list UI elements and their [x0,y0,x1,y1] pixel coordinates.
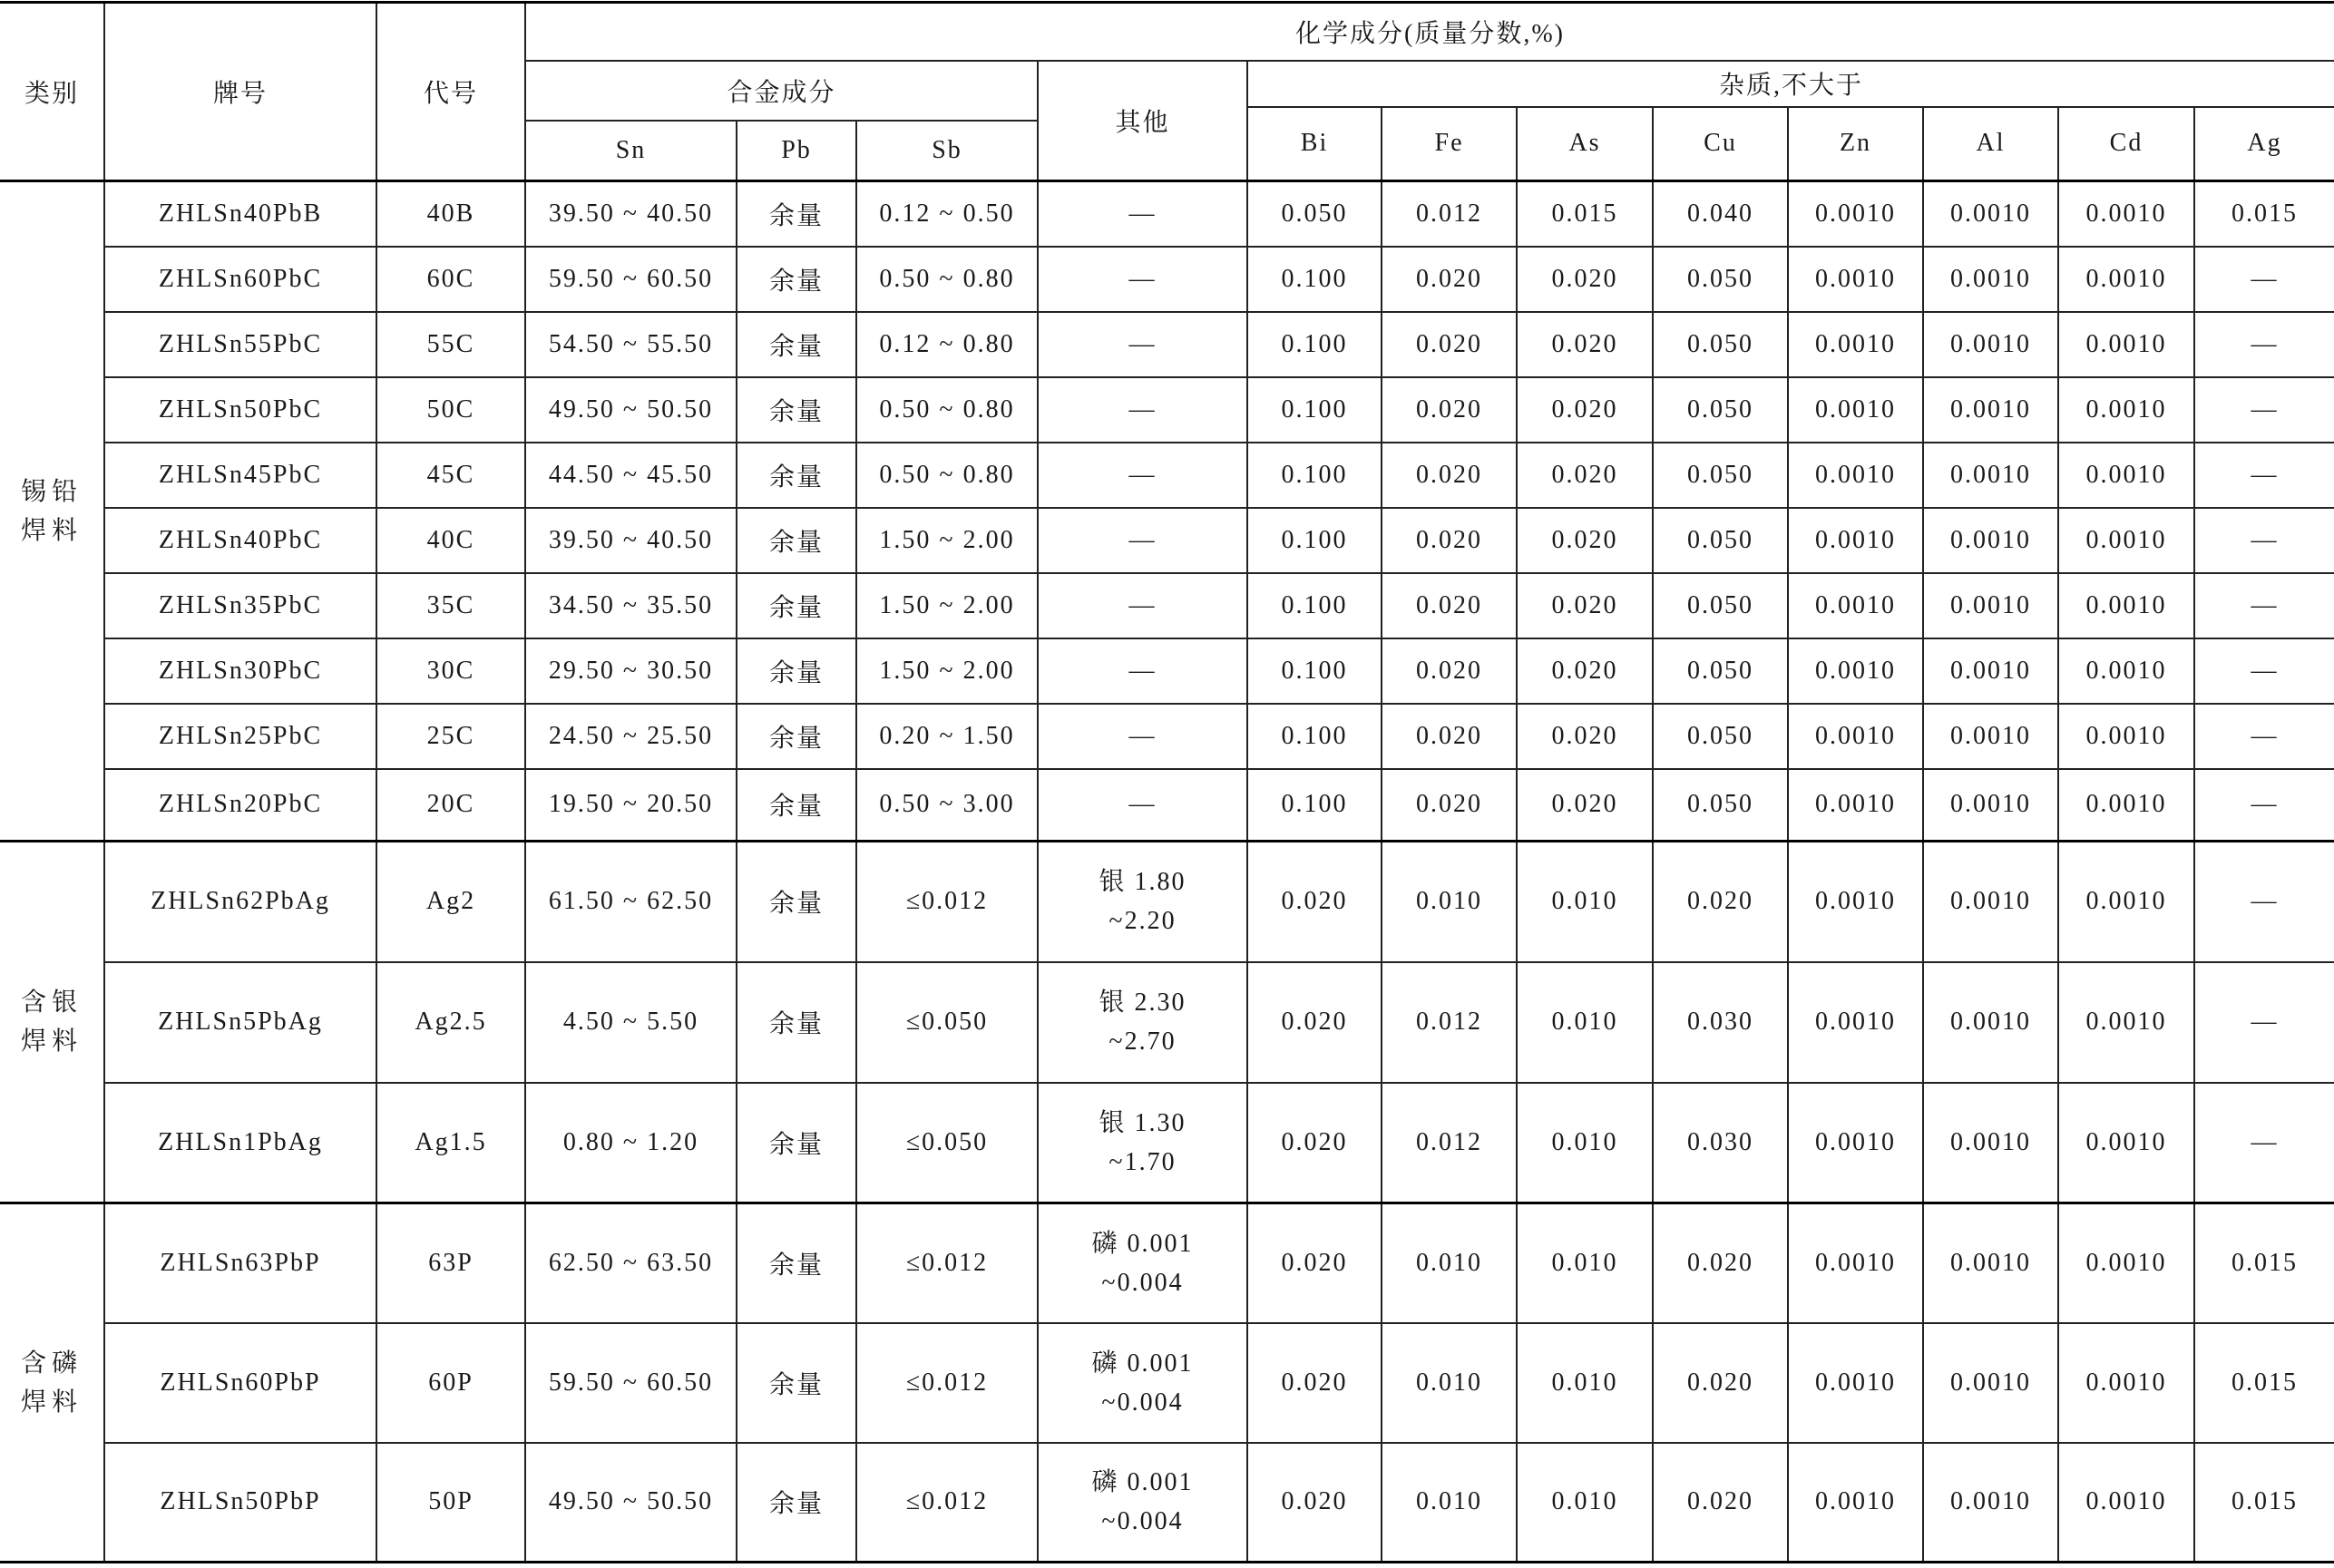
cell-ag: — [2194,508,2334,573]
cell-sn: 24.50 ~ 25.50 [525,704,737,769]
cell-ag: — [2194,312,2334,377]
header-row [0,3,2334,61]
cell-fe: 0.020 [1382,508,1517,573]
cell-pb: 余量 [737,1203,856,1323]
cell-bi: 0.100 [1247,704,1382,769]
cell-cd: 0.0010 [2058,573,2194,638]
cell-cu: 0.050 [1653,508,1788,573]
cell-al: 0.0010 [1923,573,2058,638]
cell-other: — [1038,247,1247,312]
cell-al: 0.0010 [1923,247,2058,312]
cell-code: 20C [376,769,525,842]
cell-fe: 0.020 [1382,247,1517,312]
cell-as: 0.010 [1517,842,1653,962]
table-row [0,1203,2334,1323]
cell-zn: 0.0010 [1788,962,1923,1083]
table-row [0,962,2334,1083]
cell-al: 0.0010 [1923,1203,2058,1323]
header-al: Al [1923,107,2058,181]
cell-sn: 29.50 ~ 30.50 [525,638,737,704]
cell-zn: 0.0010 [1788,1083,1923,1203]
cell-bi: 0.100 [1247,247,1382,312]
cell-al: 0.0010 [1923,181,2058,247]
table-row [0,638,2334,704]
cell-as: 0.010 [1517,1323,1653,1443]
cell-grade: ZHLSn50PbC [104,377,376,443]
cell-other-line: 银 2.30 [1099,989,1187,1017]
cell-cu: 0.030 [1653,1083,1788,1203]
cell-other-line: 磷 0.001 [1091,1468,1194,1497]
cell-fe: 0.010 [1382,1323,1517,1443]
cell-ag: 0.015 [2194,1203,2334,1323]
cell-fe: 0.020 [1382,573,1517,638]
cell-cu: 0.020 [1653,842,1788,962]
header-cd: Cd [2058,107,2194,181]
category-label: 焊料 [20,516,83,545]
cell-cu: 0.020 [1653,1323,1788,1443]
cell-ag: 0.015 [2194,1323,2334,1443]
header-chemical-composition: 化学成分(质量分数,%) [525,3,2334,61]
cell-sb: 1.50 ~ 2.00 [856,508,1038,573]
cell-sb: ≤0.050 [856,962,1038,1083]
cell-as: 0.020 [1517,508,1653,573]
category-label: 含磷 [20,1349,83,1378]
cell-cu: 0.050 [1653,443,1788,508]
cell-grade: ZHLSn5PbAg [104,962,376,1083]
cell-code: 60P [376,1323,525,1443]
cell-bi: 0.020 [1247,842,1382,962]
cell-al: 0.0010 [1923,377,2058,443]
cell-fe: 0.020 [1382,704,1517,769]
cell-as: 0.020 [1517,638,1653,704]
cell-ag: — [2194,573,2334,638]
cell-cu: 0.050 [1653,638,1788,704]
table-row [0,1443,2334,1563]
cell-code: 50P [376,1443,525,1563]
cell-code: 63P [376,1203,525,1323]
cell-al: 0.0010 [1923,962,2058,1083]
header-fe: Fe [1382,107,1517,181]
cell-other-line: ~0.004 [1101,1268,1184,1297]
cell-sn: 62.50 ~ 63.50 [525,1203,737,1323]
cell-sn: 39.50 ~ 40.50 [525,508,737,573]
table-header [0,3,2334,181]
cell-pb: 余量 [737,1323,856,1443]
header-grade: 牌号 [104,3,376,181]
cell-sn: 19.50 ~ 20.50 [525,769,737,842]
cell-as: 0.020 [1517,247,1653,312]
cell-pb: 余量 [737,508,856,573]
cell-zn: 0.0010 [1788,573,1923,638]
cell-other: — [1038,638,1247,704]
cell-zn: 0.0010 [1788,704,1923,769]
table-row [0,573,2334,638]
cell-other-line: ~1.70 [1108,1147,1177,1176]
cell-code: 30C [376,638,525,704]
cell-cd: 0.0010 [2058,704,2194,769]
cell-ag: 0.015 [2194,181,2334,247]
cell-grade: ZHLSn63PbP [104,1203,376,1323]
cell-cu: 0.030 [1653,962,1788,1083]
cell-sb: ≤0.012 [856,1323,1038,1443]
cell-bi: 0.100 [1247,638,1382,704]
cell-pb: 余量 [737,704,856,769]
cell-zn: 0.0010 [1788,312,1923,377]
cell-cd: 0.0010 [2058,1443,2194,1563]
cell-bi: 0.100 [1247,443,1382,508]
cell-grade: ZHLSn40PbB [104,181,376,247]
table-row [0,704,2334,769]
cell-zn: 0.0010 [1788,443,1923,508]
cell-as: 0.010 [1517,1443,1653,1563]
cell-cd: 0.0010 [2058,1083,2194,1203]
cell-fe: 0.020 [1382,377,1517,443]
cell-sn: 61.50 ~ 62.50 [525,842,737,962]
cell-other [1038,1443,1247,1563]
cell-ag: — [2194,704,2334,769]
cell-other-line: ~0.004 [1101,1507,1184,1536]
header-alloy-components: 合金成分 [525,61,1038,121]
category-label: 焊料 [20,1388,83,1417]
cell-fe: 0.010 [1382,1203,1517,1323]
header-zn: Zn [1788,107,1923,181]
cell-pb: 余量 [737,769,856,842]
cell-other: — [1038,573,1247,638]
cell-other-line: 磷 0.001 [1091,1349,1194,1378]
table-row [0,769,2334,842]
cell-pb: 余量 [737,1443,856,1563]
category-cell [0,1203,104,1563]
cell-bi: 0.020 [1247,1443,1382,1563]
cell-other: — [1038,704,1247,769]
cell-sn: 49.50 ~ 50.50 [525,377,737,443]
cell-ag: 0.015 [2194,1443,2334,1563]
cell-al: 0.0010 [1923,1323,2058,1443]
cell-pb: 余量 [737,181,856,247]
table-row [0,247,2334,312]
cell-other: — [1038,769,1247,842]
cell-pb: 余量 [737,312,856,377]
cell-other: — [1038,508,1247,573]
header-ag: Ag [2194,107,2334,181]
category-label: 锡铅 [20,477,83,506]
cell-grade: ZHLSn62PbAg [104,842,376,962]
cell-al: 0.0010 [1923,508,2058,573]
cell-pb: 余量 [737,638,856,704]
cell-other-line: ~2.20 [1108,907,1177,936]
cell-as: 0.010 [1517,1203,1653,1323]
cell-other-line: ~0.004 [1101,1388,1184,1417]
cell-bi: 0.020 [1247,1203,1382,1323]
cell-code: 50C [376,377,525,443]
cell-other [1038,842,1247,962]
cell-zn: 0.0010 [1788,1443,1923,1563]
cell-sn: 0.80 ~ 1.20 [525,1083,737,1203]
cell-ag: — [2194,247,2334,312]
cell-bi: 0.100 [1247,377,1382,443]
cell-sb: ≤0.012 [856,842,1038,962]
cell-code: 35C [376,573,525,638]
cell-grade: ZHLSn20PbC [104,769,376,842]
cell-other: — [1038,181,1247,247]
cell-grade: ZHLSn50PbP [104,1443,376,1563]
cell-cu: 0.050 [1653,573,1788,638]
cell-pb: 余量 [737,247,856,312]
cell-cu: 0.050 [1653,377,1788,443]
category-cell [0,842,104,1203]
cell-as: 0.020 [1517,769,1653,842]
table-row [0,842,2334,962]
cell-grade: ZHLSn30PbC [104,638,376,704]
cell-fe: 0.010 [1382,1443,1517,1563]
cell-grade: ZHLSn1PbAg [104,1083,376,1203]
category-label: 焊料 [20,1027,83,1056]
cell-sb: 1.50 ~ 2.00 [856,573,1038,638]
cell-zn: 0.0010 [1788,1323,1923,1443]
cell-fe: 0.020 [1382,443,1517,508]
header-pb: Pb [737,121,856,181]
cell-cd: 0.0010 [2058,1203,2194,1323]
cell-al: 0.0010 [1923,638,2058,704]
table-row [0,181,2334,247]
cell-pb: 余量 [737,573,856,638]
cell-code: Ag1.5 [376,1083,525,1203]
cell-cd: 0.0010 [2058,1323,2194,1443]
cell-code: Ag2 [376,842,525,962]
cell-al: 0.0010 [1923,443,2058,508]
cell-bi: 0.100 [1247,508,1382,573]
cell-fe: 0.012 [1382,1083,1517,1203]
cell-as: 0.010 [1517,1083,1653,1203]
cell-code: 45C [376,443,525,508]
cell-fe: 0.020 [1382,769,1517,842]
cell-as: 0.015 [1517,181,1653,247]
cell-cu: 0.050 [1653,247,1788,312]
cell-pb: 余量 [737,1083,856,1203]
table-row [0,377,2334,443]
table-row [0,312,2334,377]
cell-zn: 0.0010 [1788,247,1923,312]
cell-cd: 0.0010 [2058,769,2194,842]
cell-sn: 39.50 ~ 40.50 [525,181,737,247]
cell-grade: ZHLSn45PbC [104,443,376,508]
cell-ag: — [2194,638,2334,704]
cell-code: 60C [376,247,525,312]
cell-sb: ≤0.012 [856,1443,1038,1563]
cell-pb: 余量 [737,962,856,1083]
cell-cu: 0.020 [1653,1203,1788,1323]
cell-grade: ZHLSn60PbP [104,1323,376,1443]
cell-al: 0.0010 [1923,704,2058,769]
header-bi: Bi [1247,107,1382,181]
cell-other [1038,962,1247,1083]
cell-cu: 0.040 [1653,181,1788,247]
cell-sb: 0.20 ~ 1.50 [856,704,1038,769]
cell-cd: 0.0010 [2058,181,2194,247]
cell-other [1038,1203,1247,1323]
cell-sb: ≤0.012 [856,1203,1038,1323]
cell-other [1038,1083,1247,1203]
cell-as: 0.020 [1517,312,1653,377]
cell-zn: 0.0010 [1788,377,1923,443]
cell-zn: 0.0010 [1788,842,1923,962]
cell-cu: 0.050 [1653,312,1788,377]
cell-other: — [1038,443,1247,508]
cell-ag: — [2194,443,2334,508]
cell-al: 0.0010 [1923,842,2058,962]
cell-pb: 余量 [737,842,856,962]
cell-grade: ZHLSn40PbC [104,508,376,573]
cell-al: 0.0010 [1923,1443,2058,1563]
cell-bi: 0.100 [1247,312,1382,377]
table-row [0,508,2334,573]
cell-grade: ZHLSn35PbC [104,573,376,638]
cell-pb: 余量 [737,443,856,508]
cell-zn: 0.0010 [1788,1203,1923,1323]
cell-as: 0.020 [1517,704,1653,769]
category-label: 含银 [20,989,83,1017]
cell-ag: — [2194,1083,2334,1203]
cell-zn: 0.0010 [1788,638,1923,704]
cell-bi: 0.020 [1247,1323,1382,1443]
cell-code: 40B [376,181,525,247]
cell-other: — [1038,377,1247,443]
cell-cd: 0.0010 [2058,443,2194,508]
cell-sn: 44.50 ~ 45.50 [525,443,737,508]
cell-cd: 0.0010 [2058,377,2194,443]
category-cell [0,181,104,842]
cell-zn: 0.0010 [1788,181,1923,247]
header-category: 类别 [0,3,104,181]
cell-fe: 0.012 [1382,962,1517,1083]
cell-as: 0.020 [1517,573,1653,638]
cell-cu: 0.020 [1653,1443,1788,1563]
cell-fe: 0.020 [1382,312,1517,377]
cell-grade: ZHLSn60PbC [104,247,376,312]
cell-sb: 0.12 ~ 0.80 [856,312,1038,377]
cell-pb: 余量 [737,377,856,443]
cell-sn: 34.50 ~ 35.50 [525,573,737,638]
cell-ag: — [2194,962,2334,1083]
cell-grade: ZHLSn25PbC [104,704,376,769]
cell-bi: 0.100 [1247,573,1382,638]
cell-code: 40C [376,508,525,573]
cell-code: 55C [376,312,525,377]
cell-fe: 0.020 [1382,638,1517,704]
cell-sn: 59.50 ~ 60.50 [525,1323,737,1443]
header-sb: Sb [856,121,1038,181]
cell-fe: 0.010 [1382,842,1517,962]
header-impurities: 杂质,不大于 [1247,61,2334,107]
cell-cd: 0.0010 [2058,312,2194,377]
cell-other-line: 银 1.30 [1099,1108,1187,1137]
cell-code: Ag2.5 [376,962,525,1083]
cell-other-line: 磷 0.001 [1091,1229,1194,1258]
cell-as: 0.020 [1517,377,1653,443]
cell-sb: 0.50 ~ 0.80 [856,443,1038,508]
cell-cd: 0.0010 [2058,508,2194,573]
cell-sn: 54.50 ~ 55.50 [525,312,737,377]
cell-cd: 0.0010 [2058,842,2194,962]
cell-sb: 0.50 ~ 0.80 [856,247,1038,312]
cell-cd: 0.0010 [2058,962,2194,1083]
cell-as: 0.010 [1517,962,1653,1083]
header-sn: Sn [525,121,737,181]
cell-ag: — [2194,842,2334,962]
solder-composition-table [0,1,2334,1563]
cell-zn: 0.0010 [1788,769,1923,842]
header-cu: Cu [1653,107,1788,181]
cell-sb: 0.50 ~ 3.00 [856,769,1038,842]
table-row [0,1323,2334,1443]
cell-cd: 0.0010 [2058,638,2194,704]
cell-sb: 0.50 ~ 0.80 [856,377,1038,443]
cell-bi: 0.050 [1247,181,1382,247]
cell-al: 0.0010 [1923,1083,2058,1203]
cell-grade: ZHLSn55PbC [104,312,376,377]
cell-other: — [1038,312,1247,377]
cell-bi: 0.020 [1247,1083,1382,1203]
cell-sn: 49.50 ~ 50.50 [525,1443,737,1563]
cell-sb: ≤0.050 [856,1083,1038,1203]
cell-sb: 0.12 ~ 0.50 [856,181,1038,247]
cell-sb: 1.50 ~ 2.00 [856,638,1038,704]
table-body [0,181,2334,1563]
cell-ag: — [2194,769,2334,842]
cell-cu: 0.050 [1653,769,1788,842]
cell-other-line: ~2.70 [1108,1027,1177,1056]
table-row [0,1083,2334,1203]
cell-cu: 0.050 [1653,704,1788,769]
cell-al: 0.0010 [1923,769,2058,842]
cell-sn: 4.50 ~ 5.50 [525,962,737,1083]
cell-other-line: 银 1.80 [1099,868,1187,897]
cell-code: 25C [376,704,525,769]
cell-bi: 0.100 [1247,769,1382,842]
header-as: As [1517,107,1653,181]
cell-zn: 0.0010 [1788,508,1923,573]
cell-sn: 59.50 ~ 60.50 [525,247,737,312]
cell-other [1038,1323,1247,1443]
cell-al: 0.0010 [1923,312,2058,377]
cell-as: 0.020 [1517,443,1653,508]
header-code: 代号 [376,3,525,181]
cell-ag: — [2194,377,2334,443]
table-row [0,443,2334,508]
cell-fe: 0.012 [1382,181,1517,247]
cell-bi: 0.020 [1247,962,1382,1083]
header-other: 其他 [1038,61,1247,181]
cell-cd: 0.0010 [2058,247,2194,312]
